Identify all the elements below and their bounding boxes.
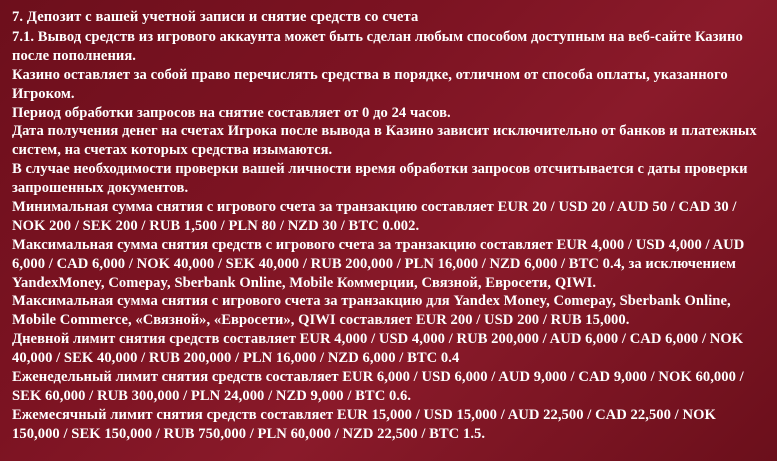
paragraph-monthly-limit: Ежемесячный лимит снятия средств составляет EUR 15,000 / USD 15,000 / AUD 22,500 / CAD 22,500 / NOK 150,000 / SEK 150,000 / RUB 750,000 / PLN 60,000 / NZD 22,500 / BTC 1.5.: [12, 406, 716, 442]
paragraph-min-withdrawal: Минимальная сумма снятия с игрового счета за транзакцию составляет EUR 20 / USD 20 / AUD 50 / CAD 30 / NOK 200 / SEK 200 / RUB 1,500 / PLN 80 / NZD 30 / BTC 0.002.: [12, 198, 737, 234]
paragraph-receipt-date: Дата получения денег на счетах Игрока после вывода в Казино зависит исключительно от банков и платежных систем, на счетах которых средства изымаются.: [12, 123, 757, 159]
paragraph-transfer-order: Казино оставляет за собой право перечислять средства в порядке, отличном от способа оплаты, указанного Игроком.: [12, 66, 728, 102]
paragraph-daily-limit: Дневной лимит снятия средств составляет EUR 4,000 / USD 4,000 / RUB 200,000 / AUD 6,000 / CAD 6,000 / NOK 40,000 / SEK 40,000 / RUB 200,000 / PLN 16,000 / NZD 6,000 / BTC 0.4: [12, 331, 744, 367]
page-title: 7. Депозит с вашей учетной записи и снятие средств со счета: [12, 9, 419, 25]
paragraph-withdrawal-method: 7.1. Вывод средств из игрового аккаунта может быть сделан любым способом доступным на веб-сайте Казино после пополнения.: [12, 28, 743, 64]
paragraph-identity-verification: В случае необходимости проверки вашей личности время обработки запросов отсчитывается с даты проверки запрошенных документов.: [12, 161, 748, 197]
paragraph-max-withdrawal: Максимальная сумма снятия средств с игрового счета за транзакцию составляет EUR 4,000 / USD 4,000 / AUD 6,000 / CAD 6,000 / NOK 40,000 / SEK 40,000 / RUB 200,000 / PLN 16,000 / NZD 6,000 / BTC 0.4, за исключением YandexMoney, Comepay, Sberbank Online, Mobile Коммерции, Связной, Евросети, QIWI.: [12, 236, 745, 291]
paragraph-weekly-limit: Еженедельный лимит снятия средств составляет EUR 6,000 / USD 6,000 / AUD 9,000 / CAD 9,000 / NOK 60,000 / SEK 60,000 / RUB 300,000 / PLN 24,000 / NZD 9,000 / BTC 0.6.: [12, 369, 744, 404]
paragraph-max-withdrawal-ewallets: Максимальная сумма снятия с игрового счета за транзакцию для Yandex Money, Comepay, Sberbank Online, Mobile Commerce, «Связной», «Евросети», QIWI составляет EUR 200 / USD 200 / RUB 15,000.: [12, 293, 731, 329]
paragraph-processing-period: Период обработки запросов на снятие составляет от 0 до 24 часов.: [12, 104, 451, 121]
